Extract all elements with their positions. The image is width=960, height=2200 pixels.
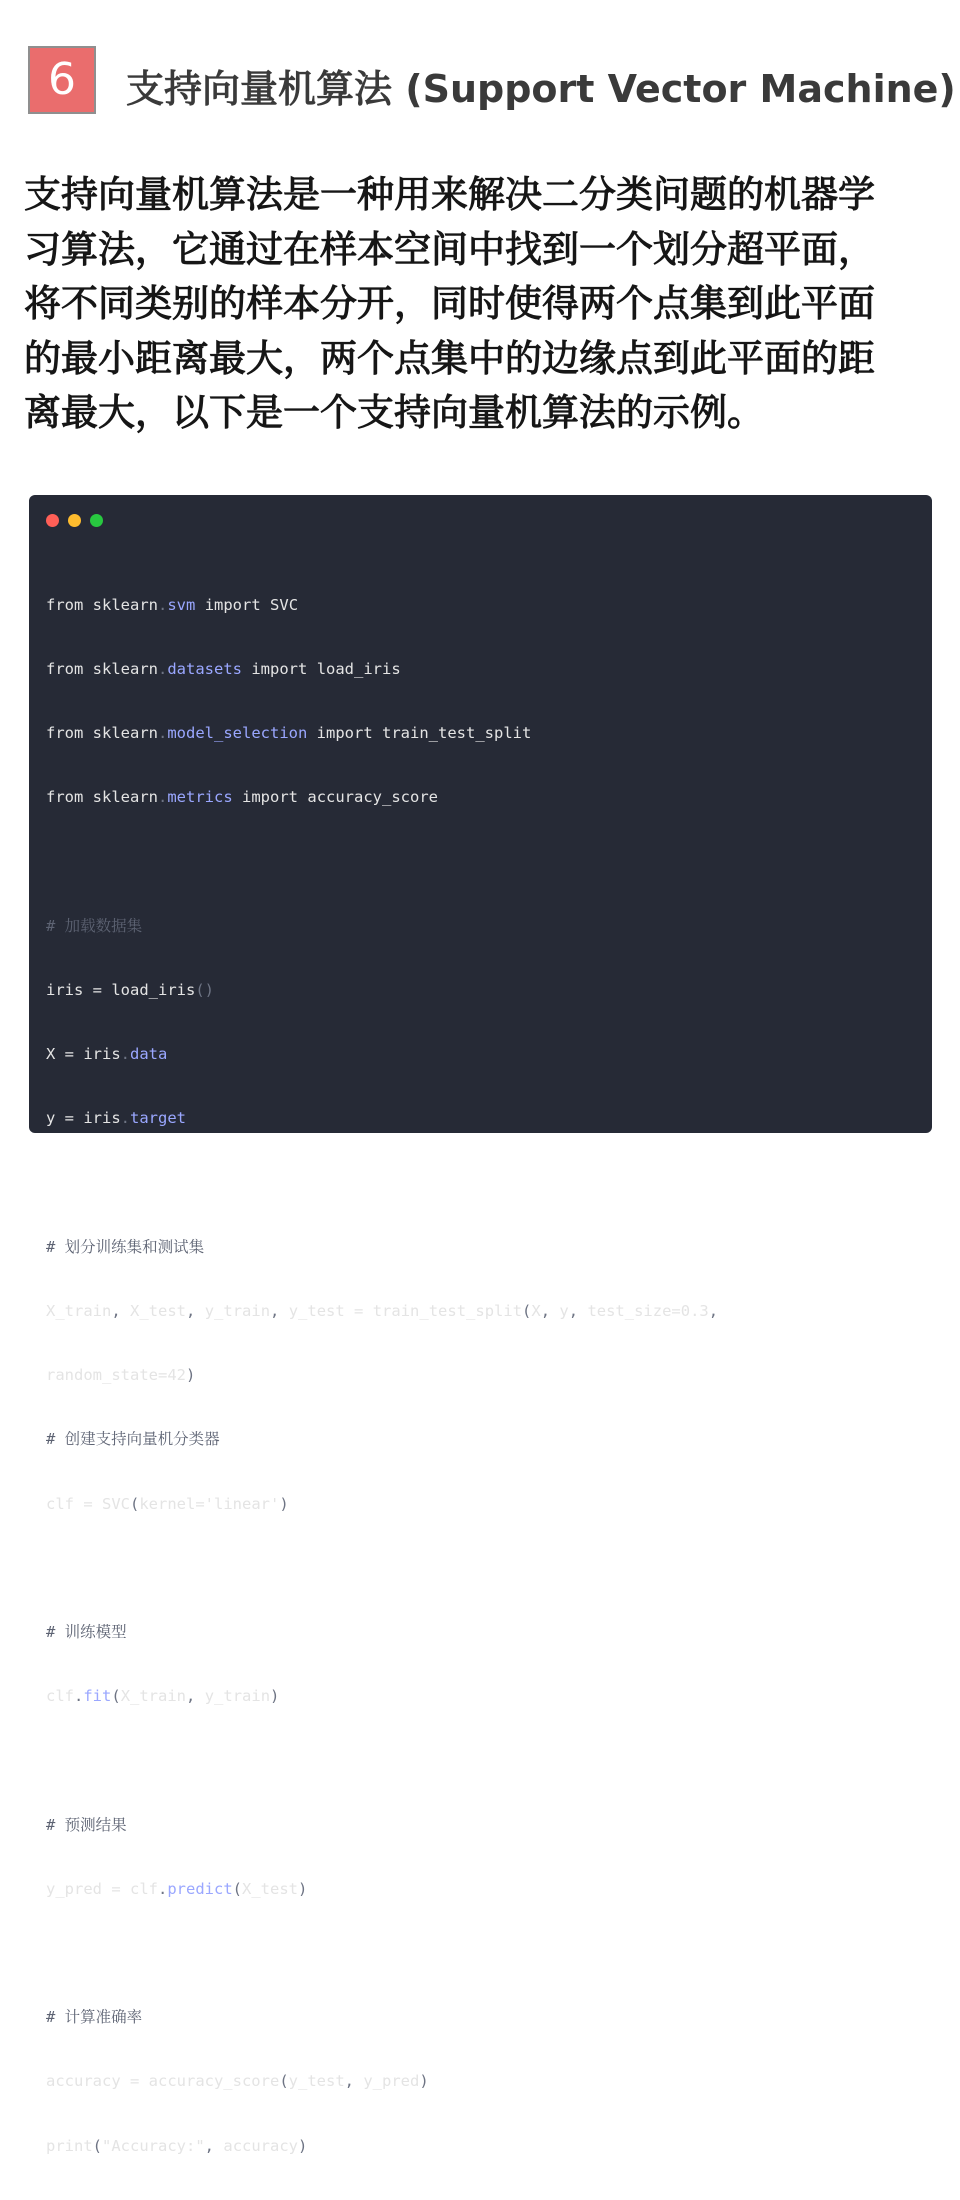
code-comment-accuracy: # 计算准确率 <box>46 2008 143 2027</box>
intro-paragraph: 支持向量机算法是一种用来解决二分类问题的机器学 习算法，它通过在样本空间中找到一个划分超平面， 将不同类别的样本分开，同时使得两个点集到此平面 的最小距离最大，两个点集中的边缘点到此平面的距 离最大，以下是一个支持向量机算法的示例。 <box>24 173 875 434</box>
code-comment-predict: # 预测结果 <box>46 1815 127 1834</box>
code-comment-split: # 划分训练集和测试集 <box>46 1237 205 1256</box>
code-line-fit: clf.fit(X_train, y_train) <box>46 1687 280 1706</box>
code-line-iris: iris = load_iris() <box>46 981 214 1000</box>
code-block <box>46 552 718 2200</box>
maximize-dot-icon <box>90 514 103 527</box>
window-controls <box>46 512 112 526</box>
section-number: 6 <box>48 54 76 105</box>
minimize-dot-icon <box>68 514 81 527</box>
code-line-import-2: from sklearn.datasets import load_iris <box>46 660 401 679</box>
code-line-accuracy: accuracy = accuracy_score(y_test, y_pred) <box>46 2072 429 2091</box>
code-comment-create: # 创建支持向量机分类器 <box>46 1430 220 1449</box>
code-line-clf: clf = SVC(kernel='linear') <box>46 1494 289 1513</box>
section-number-badge <box>28 46 96 114</box>
code-comment-load: # 加载数据集 <box>46 916 143 935</box>
code-line-print: print("Accuracy:", accuracy) <box>46 2136 308 2155</box>
code-comment-train: # 训练模型 <box>46 1623 127 1642</box>
code-line-y: y = iris.target <box>46 1109 187 1128</box>
code-line-import-1: from sklearn.svm import SVC <box>46 595 299 614</box>
code-line-split-1: X_train, X_test, y_train, y_test = train_test_split(X, y, test_size=0.3, <box>46 1302 719 1321</box>
code-line-x: X = iris.data <box>46 1045 168 1064</box>
close-dot-icon <box>46 514 59 527</box>
section-header <box>28 46 956 118</box>
section-title: 支持向量机算法 (Support Vector Machine) <box>126 67 956 111</box>
code-line-import-3: from sklearn.model_selection import train_test_split <box>46 724 532 743</box>
code-line-split-2: random_state=42) <box>46 1366 196 1385</box>
code-line-import-4: from sklearn.metrics import accuracy_score <box>46 788 439 807</box>
code-line-predict: y_pred = clf.predict(X_test) <box>46 1879 308 1898</box>
code-window <box>29 495 932 2155</box>
